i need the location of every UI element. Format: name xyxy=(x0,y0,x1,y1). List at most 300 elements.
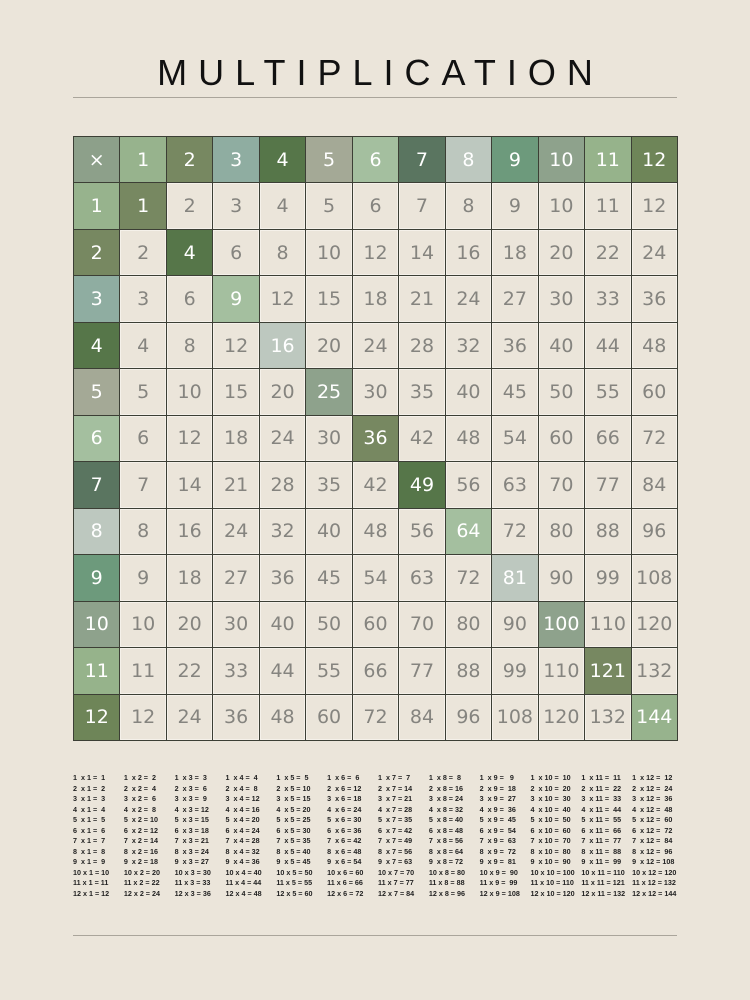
fact-line: 6 x 9 = 54 xyxy=(479,825,516,835)
fact-line: 11 x 12 = 132 xyxy=(632,878,676,887)
fact-line: 11 x 9 = 99 xyxy=(479,878,518,887)
product-cell: 24 xyxy=(446,276,491,321)
facts-column xyxy=(378,773,429,899)
product-cell: 3 xyxy=(213,183,258,228)
fact-line: 4 x 3 = 12 xyxy=(174,804,209,814)
fact-line: 12 x 12 = 144 xyxy=(632,888,677,898)
product-cell: 60 xyxy=(306,695,351,740)
fact-line: 6 x 3 = 18 xyxy=(174,825,209,835)
product-cell: 40 xyxy=(446,369,491,414)
fact-line: 3 x 10 = 30 xyxy=(530,794,571,803)
product-cell: 30 xyxy=(539,276,584,321)
column-header: 5 xyxy=(306,137,351,182)
fact-line: 10 x 4 = 40 xyxy=(225,867,262,877)
fact-line: 10 x 5 = 50 xyxy=(276,867,313,877)
fact-line: 9 x 2 = 18 xyxy=(123,857,158,866)
product-cell: 36 xyxy=(260,555,305,600)
fact-line: 8 x 10 = 80 xyxy=(530,846,571,856)
fact-line: 11 x 4 = 44 xyxy=(225,878,262,887)
fact-line: 4 x 9 = 36 xyxy=(479,804,516,814)
fact-line: 1 x 5 = 5 xyxy=(276,773,309,782)
fact-line: 2 x 7 = 14 xyxy=(377,783,413,793)
product-cell: 27 xyxy=(213,555,258,600)
square-product-cell: 49 xyxy=(399,462,444,507)
product-cell: 48 xyxy=(353,509,398,554)
product-cell: 32 xyxy=(446,323,491,368)
product-cell: 72 xyxy=(353,695,398,740)
fact-line: 9 x 6 = 54 xyxy=(327,857,362,866)
fact-line: 10 x 12 = 120 xyxy=(632,867,677,877)
fact-line: 9 x 11 = 99 xyxy=(581,857,622,866)
fact-line: 4 x 6 = 24 xyxy=(327,804,362,814)
fact-line: 1 x 3 = 3 xyxy=(174,773,207,782)
fact-line: 9 x 4 = 36 xyxy=(225,857,260,866)
facts-column xyxy=(73,773,124,899)
fact-line: 5 x 8 = 40 xyxy=(428,815,463,824)
fact-line: 10 x 1 = 10 xyxy=(73,867,110,877)
row-header: 12 xyxy=(74,695,119,740)
product-cell: 10 xyxy=(167,369,212,414)
fact-line: 2 x 4 = 8 xyxy=(225,783,258,793)
fact-line: 5 x 4 = 20 xyxy=(225,815,260,824)
fact-line: 12 x 8 = 96 xyxy=(428,888,465,898)
fact-line: 7 x 2 = 14 xyxy=(123,836,158,845)
title-divider xyxy=(73,97,677,98)
product-cell: 18 xyxy=(213,416,258,461)
product-cell: 60 xyxy=(539,416,584,461)
fact-line: 5 x 6 = 30 xyxy=(327,815,362,824)
fact-line: 12 x 10 = 120 xyxy=(530,888,575,898)
page-title: MULTIPLICATION xyxy=(157,52,604,93)
fact-line: 11 x 8 = 88 xyxy=(428,878,465,887)
fact-line: 12 x 6 = 72 xyxy=(327,888,364,898)
fact-line: 1 x 9 = 9 xyxy=(479,773,514,782)
column-header: 10 xyxy=(539,137,584,182)
product-cell: 4 xyxy=(120,323,165,368)
square-product-cell: 9 xyxy=(213,276,258,321)
product-cell: 50 xyxy=(539,369,584,414)
fact-line: 6 x 6 = 36 xyxy=(327,825,362,835)
product-cell: 12 xyxy=(353,230,398,275)
product-cell: 120 xyxy=(632,602,677,647)
product-cell: 10 xyxy=(539,183,584,228)
fact-line: 7 x 4 = 28 xyxy=(225,836,260,845)
fact-line: 8 x 2 = 16 xyxy=(123,846,158,856)
fact-line: 2 x 8 = 16 xyxy=(428,783,463,793)
fact-line: 2 x 11 = 22 xyxy=(581,783,622,793)
fact-line: 1 x 4 = 4 xyxy=(225,773,258,782)
fact-line: 2 x 10 = 20 xyxy=(530,783,571,793)
fact-line: 11 x 1 = 11 xyxy=(73,878,109,887)
fact-line: 5 x 3 = 15 xyxy=(174,815,209,824)
fact-line: 3 x 11 = 33 xyxy=(581,794,622,803)
column-header: 11 xyxy=(585,137,630,182)
fact-line: 11 x 11 = 121 xyxy=(581,878,625,887)
product-cell: 22 xyxy=(167,648,212,693)
fact-line: 1 x 11 = 11 xyxy=(581,773,621,782)
fact-line: 10 x 11 = 110 xyxy=(581,867,625,877)
fact-line: 7 x 11 = 77 xyxy=(581,836,622,845)
product-cell: 48 xyxy=(446,416,491,461)
fact-line: 11 x 2 = 22 xyxy=(123,878,160,887)
fact-line: 4 x 8 = 32 xyxy=(428,804,463,814)
row-header: 1 xyxy=(74,183,119,228)
fact-line: 10 x 3 = 30 xyxy=(174,867,211,877)
fact-line: 9 x 9 = 81 xyxy=(479,857,516,866)
product-cell: 15 xyxy=(213,369,258,414)
product-cell: 72 xyxy=(632,416,677,461)
fact-line: 7 x 7 = 49 xyxy=(377,836,413,845)
fact-line: 9 x 7 = 63 xyxy=(377,857,413,866)
product-cell: 55 xyxy=(306,648,351,693)
product-cell: 22 xyxy=(585,230,630,275)
column-header: 6 xyxy=(353,137,398,182)
column-header: 1 xyxy=(120,137,165,182)
fact-line: 4 x 4 = 16 xyxy=(225,804,260,814)
product-cell: 9 xyxy=(492,183,537,228)
square-product-cell: 144 xyxy=(632,695,677,740)
product-cell: 24 xyxy=(632,230,677,275)
product-cell: 45 xyxy=(306,555,351,600)
product-cell: 30 xyxy=(306,416,351,461)
row-header: 10 xyxy=(74,602,119,647)
product-cell: 4 xyxy=(260,183,305,228)
product-cell: 24 xyxy=(353,323,398,368)
product-cell: 18 xyxy=(167,555,212,600)
product-cell: 99 xyxy=(585,555,630,600)
product-cell: 70 xyxy=(399,602,444,647)
fact-line: 6 x 5 = 30 xyxy=(276,825,311,835)
product-cell: 6 xyxy=(120,416,165,461)
product-cell: 14 xyxy=(167,462,212,507)
product-cell: 5 xyxy=(120,369,165,414)
fact-line: 12 x 7 = 84 xyxy=(377,888,415,898)
fact-line: 6 x 10 = 60 xyxy=(530,825,571,835)
product-cell: 42 xyxy=(399,416,444,461)
product-cell: 8 xyxy=(446,183,491,228)
product-cell: 11 xyxy=(585,183,630,228)
fact-line: 8 x 6 = 48 xyxy=(327,846,362,856)
product-cell: 9 xyxy=(120,555,165,600)
product-cell: 99 xyxy=(492,648,537,693)
fact-line: 1 x 1 = 1 xyxy=(73,773,106,782)
multiplication-facts-list xyxy=(73,773,683,899)
square-product-cell: 4 xyxy=(167,230,212,275)
product-cell: 5 xyxy=(306,183,351,228)
product-cell: 108 xyxy=(492,695,537,740)
fact-line: 12 x 3 = 36 xyxy=(174,888,211,898)
fact-line: 3 x 9 = 27 xyxy=(479,794,516,803)
product-cell: 14 xyxy=(399,230,444,275)
fact-line: 12 x 4 = 48 xyxy=(225,888,262,898)
fact-line: 6 x 7 = 42 xyxy=(377,825,413,835)
fact-line: 6 x 11 = 66 xyxy=(581,825,622,835)
fact-line: 11 x 5 = 55 xyxy=(276,878,313,887)
fact-line: 12 x 5 = 60 xyxy=(276,888,313,898)
product-cell: 20 xyxy=(167,602,212,647)
facts-column xyxy=(530,773,581,899)
square-product-cell: 1 xyxy=(120,183,165,228)
fact-line: 8 x 1 = 8 xyxy=(73,846,106,856)
product-cell: 66 xyxy=(353,648,398,693)
product-cell: 24 xyxy=(167,695,212,740)
fact-line: 10 x 6 = 60 xyxy=(327,867,364,877)
square-product-cell: 64 xyxy=(446,509,491,554)
product-cell: 44 xyxy=(260,648,305,693)
product-cell: 21 xyxy=(213,462,258,507)
product-cell: 28 xyxy=(260,462,305,507)
fact-line: 6 x 2 = 12 xyxy=(123,825,158,835)
product-cell: 80 xyxy=(539,509,584,554)
product-cell: 42 xyxy=(353,462,398,507)
fact-line: 6 x 12 = 72 xyxy=(632,825,673,835)
product-cell: 90 xyxy=(492,602,537,647)
product-cell: 88 xyxy=(585,509,630,554)
column-header: 2 xyxy=(167,137,212,182)
fact-line: 7 x 6 = 42 xyxy=(327,836,362,845)
facts-column xyxy=(276,773,327,899)
fact-line: 8 x 9 = 72 xyxy=(479,846,516,856)
product-cell: 20 xyxy=(260,369,305,414)
fact-line: 7 x 5 = 35 xyxy=(276,836,311,845)
product-cell: 12 xyxy=(120,695,165,740)
product-cell: 30 xyxy=(213,602,258,647)
fact-line: 8 x 3 = 24 xyxy=(174,846,209,856)
fact-line: 1 x 10 = 10 xyxy=(530,773,571,782)
fact-line: 7 x 9 = 63 xyxy=(479,836,516,845)
row-header: 11 xyxy=(74,648,119,693)
product-cell: 28 xyxy=(399,323,444,368)
product-cell: 12 xyxy=(213,323,258,368)
fact-line: 1 x 7 = 7 xyxy=(377,773,411,782)
fact-line: 3 x 2 = 6 xyxy=(123,794,156,803)
fact-line: 2 x 5 = 10 xyxy=(276,783,311,793)
fact-line: 6 x 4 = 24 xyxy=(225,825,260,835)
fact-line: 7 x 12 = 84 xyxy=(632,836,673,845)
product-cell: 20 xyxy=(539,230,584,275)
square-product-cell: 81 xyxy=(492,555,537,600)
product-cell: 2 xyxy=(120,230,165,275)
product-cell: 56 xyxy=(399,509,444,554)
fact-line: 3 x 6 = 18 xyxy=(327,794,362,803)
fact-line: 10 x 7 = 70 xyxy=(377,867,415,877)
fact-line: 1 x 6 = 6 xyxy=(327,773,360,782)
product-cell: 18 xyxy=(492,230,537,275)
product-cell: 96 xyxy=(632,509,677,554)
fact-line: 1 x 2 = 2 xyxy=(123,773,156,782)
product-cell: 48 xyxy=(632,323,677,368)
fact-line: 9 x 12 = 108 xyxy=(632,857,675,866)
footer-divider xyxy=(73,935,677,936)
row-header: 2 xyxy=(74,230,119,275)
row-header: 6 xyxy=(74,416,119,461)
square-product-cell: 121 xyxy=(585,648,630,693)
fact-line: 2 x 3 = 6 xyxy=(174,783,207,793)
product-cell: 24 xyxy=(213,509,258,554)
product-cell: 35 xyxy=(306,462,351,507)
fact-line: 3 x 3 = 9 xyxy=(174,794,207,803)
facts-column xyxy=(175,773,226,899)
product-cell: 7 xyxy=(399,183,444,228)
fact-line: 9 x 5 = 45 xyxy=(276,857,311,866)
product-cell: 2 xyxy=(167,183,212,228)
fact-line: 8 x 12 = 96 xyxy=(632,846,673,856)
product-cell: 56 xyxy=(446,462,491,507)
product-cell: 33 xyxy=(213,648,258,693)
product-cell: 12 xyxy=(260,276,305,321)
fact-line: 5 x 9 = 45 xyxy=(479,815,516,824)
square-product-cell: 16 xyxy=(260,323,305,368)
fact-line: 5 x 11 = 55 xyxy=(581,815,622,824)
product-cell: 44 xyxy=(585,323,630,368)
fact-line: 8 x 8 = 64 xyxy=(428,846,463,856)
column-header: 8 xyxy=(446,137,491,182)
product-cell: 80 xyxy=(446,602,491,647)
fact-line: 9 x 3 = 27 xyxy=(174,857,209,866)
facts-column xyxy=(124,773,175,899)
column-header: 7 xyxy=(399,137,444,182)
fact-line: 8 x 11 = 88 xyxy=(581,846,622,856)
corner-multiply-symbol: × xyxy=(74,137,119,182)
fact-line: 2 x 6 = 12 xyxy=(327,783,362,793)
product-cell: 7 xyxy=(120,462,165,507)
fact-line: 3 x 1 = 3 xyxy=(73,794,106,803)
product-cell: 60 xyxy=(632,369,677,414)
fact-line: 11 x 10 = 110 xyxy=(530,878,574,887)
facts-column xyxy=(581,773,632,899)
product-cell: 54 xyxy=(353,555,398,600)
product-cell: 72 xyxy=(446,555,491,600)
product-cell: 110 xyxy=(539,648,584,693)
product-cell: 45 xyxy=(492,369,537,414)
fact-line: 9 x 1 = 9 xyxy=(73,857,106,866)
fact-line: 2 x 2 = 4 xyxy=(123,783,156,793)
fact-line: 3 x 8 = 24 xyxy=(428,794,463,803)
product-cell: 20 xyxy=(306,323,351,368)
product-cell: 3 xyxy=(120,276,165,321)
row-header: 8 xyxy=(74,509,119,554)
product-cell: 70 xyxy=(539,462,584,507)
fact-line: 3 x 7 = 21 xyxy=(377,794,413,803)
fact-line: 4 x 10 = 40 xyxy=(530,804,571,814)
fact-line: 12 x 1 = 12 xyxy=(73,888,110,898)
product-cell: 120 xyxy=(539,695,584,740)
product-cell: 77 xyxy=(399,648,444,693)
product-cell: 36 xyxy=(213,695,258,740)
product-cell: 11 xyxy=(120,648,165,693)
product-cell: 40 xyxy=(260,602,305,647)
row-header: 9 xyxy=(74,555,119,600)
fact-line: 10 x 10 = 100 xyxy=(530,867,575,877)
fact-line: 4 x 2 = 8 xyxy=(123,804,156,814)
product-cell: 40 xyxy=(306,509,351,554)
product-cell: 10 xyxy=(120,602,165,647)
product-cell: 40 xyxy=(539,323,584,368)
fact-line: 6 x 1 = 6 xyxy=(73,825,106,835)
fact-line: 11 x 6 = 66 xyxy=(327,878,363,887)
product-cell: 132 xyxy=(632,648,677,693)
product-cell: 88 xyxy=(446,648,491,693)
product-cell: 12 xyxy=(167,416,212,461)
square-product-cell: 100 xyxy=(539,602,584,647)
product-cell: 8 xyxy=(120,509,165,554)
product-cell: 72 xyxy=(492,509,537,554)
fact-line: 4 x 11 = 44 xyxy=(581,804,622,814)
fact-line: 3 x 5 = 15 xyxy=(276,794,311,803)
product-cell: 12 xyxy=(632,183,677,228)
fact-line: 4 x 7 = 28 xyxy=(377,804,413,814)
product-cell: 30 xyxy=(353,369,398,414)
product-cell: 63 xyxy=(399,555,444,600)
square-product-cell: 36 xyxy=(353,416,398,461)
fact-line: 3 x 4 = 12 xyxy=(225,794,260,803)
fact-line: 11 x 7 = 77 xyxy=(377,878,414,887)
fact-line: 6 x 8 = 48 xyxy=(428,825,463,835)
row-header: 3 xyxy=(74,276,119,321)
fact-line: 12 x 2 = 24 xyxy=(123,888,160,898)
column-header: 3 xyxy=(213,137,258,182)
fact-line: 10 x 8 = 80 xyxy=(428,867,465,877)
fact-line: 1 x 12 = 12 xyxy=(632,773,673,782)
multiplication-table xyxy=(73,136,678,741)
square-product-cell: 25 xyxy=(306,369,351,414)
product-cell: 21 xyxy=(399,276,444,321)
product-cell: 90 xyxy=(539,555,584,600)
product-cell: 18 xyxy=(353,276,398,321)
product-cell: 6 xyxy=(353,183,398,228)
row-header: 4 xyxy=(74,323,119,368)
fact-line: 5 x 12 = 60 xyxy=(632,815,673,824)
product-cell: 15 xyxy=(306,276,351,321)
product-cell: 84 xyxy=(632,462,677,507)
fact-line: 7 x 1 = 7 xyxy=(73,836,106,845)
product-cell: 35 xyxy=(399,369,444,414)
product-cell: 60 xyxy=(353,602,398,647)
product-cell: 108 xyxy=(632,555,677,600)
product-cell: 132 xyxy=(585,695,630,740)
fact-line: 7 x 8 = 56 xyxy=(428,836,463,845)
product-cell: 24 xyxy=(260,416,305,461)
row-header: 5 xyxy=(74,369,119,414)
fact-line: 2 x 12 = 24 xyxy=(632,783,673,793)
product-cell: 54 xyxy=(492,416,537,461)
column-header: 12 xyxy=(632,137,677,182)
product-cell: 8 xyxy=(167,323,212,368)
product-cell: 77 xyxy=(585,462,630,507)
fact-line: 1 x 8 = 8 xyxy=(428,773,461,782)
product-cell: 36 xyxy=(632,276,677,321)
product-cell: 27 xyxy=(492,276,537,321)
product-cell: 6 xyxy=(213,230,258,275)
fact-line: 8 x 4 = 32 xyxy=(225,846,260,856)
product-cell: 66 xyxy=(585,416,630,461)
product-cell: 110 xyxy=(585,602,630,647)
fact-line: 9 x 10 = 90 xyxy=(530,857,571,866)
fact-line: 7 x 10 = 70 xyxy=(530,836,571,845)
product-cell: 33 xyxy=(585,276,630,321)
fact-line: 10 x 9 = 90 xyxy=(479,867,518,877)
column-header: 4 xyxy=(260,137,305,182)
fact-line: 5 x 2 = 10 xyxy=(123,815,158,824)
product-cell: 8 xyxy=(260,230,305,275)
product-cell: 10 xyxy=(306,230,351,275)
product-cell: 50 xyxy=(306,602,351,647)
row-header: 7 xyxy=(74,462,119,507)
fact-line: 4 x 5 = 20 xyxy=(276,804,311,814)
facts-column xyxy=(632,773,683,899)
product-cell: 32 xyxy=(260,509,305,554)
fact-line: 10 x 2 = 20 xyxy=(123,867,160,877)
